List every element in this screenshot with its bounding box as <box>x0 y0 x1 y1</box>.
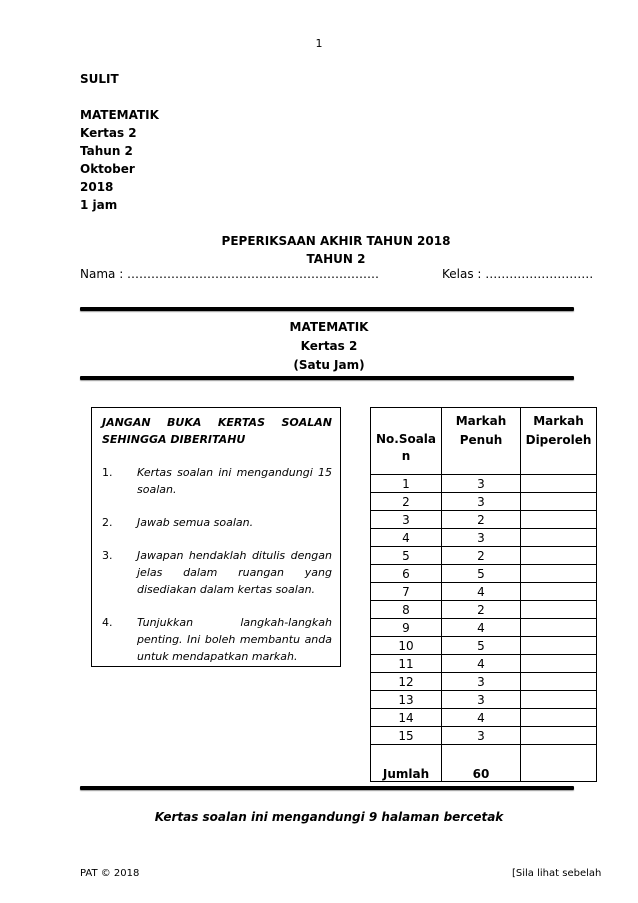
instruction-text: Jawapan hendaklah ditulis dengan jelas dalam ruangan yang disediakan dalam kertas soalan. <box>137 549 332 596</box>
table-row <box>371 727 597 745</box>
middle-divider <box>80 376 574 380</box>
footer-copyright: PAT © 2018 <box>80 868 140 879</box>
instruction-item <box>102 464 332 498</box>
header-question-number: No.Soala n <box>371 408 442 475</box>
footer-see-next-page: [Sila lihat sebelah <box>512 868 602 879</box>
table-row <box>371 601 597 619</box>
marks-table-total-row <box>371 745 597 782</box>
header-full-marks: Markah Penuh <box>442 408 521 475</box>
header-marks-obtained: Markah Diperoleh <box>521 408 597 475</box>
year-label: 2018 <box>80 180 114 194</box>
duration-label: 1 jam <box>80 198 118 212</box>
subject-block-paper: Kertas 2 <box>300 339 358 353</box>
instruction-number: 3. <box>102 549 113 562</box>
footer-note: Kertas soalan ini mengandungi 9 halaman bercetak <box>154 810 504 824</box>
table-row <box>371 583 597 601</box>
question-number-cell: 11 <box>371 655 442 673</box>
full-marks-cell: 4 <box>442 619 521 637</box>
instructions-heading-line2: SEHINGGA DIBERITAHU <box>102 433 246 446</box>
subject-block-subject: MATEMATIK <box>289 320 369 334</box>
heading-word: JANGAN <box>102 416 151 429</box>
marks-obtained-cell <box>521 655 597 673</box>
marks-obtained-cell <box>521 565 597 583</box>
subject-block-duration: (Satu Jam) <box>293 358 365 372</box>
table-row <box>371 637 597 655</box>
paper-label: Kertas 2 <box>80 126 137 140</box>
question-number-cell: 7 <box>371 583 442 601</box>
full-marks-cell: 2 <box>442 547 521 565</box>
marks-obtained-cell <box>521 547 597 565</box>
subject-block <box>0 318 638 375</box>
classification-label: SULIT <box>80 72 119 86</box>
instruction-text: Tunjukkan langkah-langkah penting. Ini boleh membantu anda untuk mendapatkan markah. <box>137 616 332 663</box>
exam-title <box>0 232 638 268</box>
instructions-box <box>91 407 341 667</box>
header-spacer <box>80 88 159 106</box>
instruction-number: 4. <box>102 616 113 629</box>
full-marks-cell: 4 <box>442 655 521 673</box>
full-marks-cell: 3 <box>442 691 521 709</box>
question-number-cell: 6 <box>371 565 442 583</box>
heading-word: BUKA <box>167 416 202 429</box>
full-marks-cell: 3 <box>442 727 521 745</box>
instruction-text: Jawab semua soalan. <box>137 516 254 529</box>
instruction-item <box>102 547 332 598</box>
marks-table-header-row <box>371 408 597 475</box>
question-number-cell: 5 <box>371 547 442 565</box>
instructions-heading-line1 <box>102 414 332 431</box>
question-number-cell: 15 <box>371 727 442 745</box>
question-number-cell: 9 <box>371 619 442 637</box>
marks-obtained-cell <box>521 727 597 745</box>
document-header <box>80 70 159 214</box>
class-field: Kelas : ……………………… <box>442 267 594 281</box>
table-row <box>371 691 597 709</box>
full-marks-cell: 2 <box>442 511 521 529</box>
marks-obtained-cell <box>521 691 597 709</box>
exam-title-line2: TAHUN 2 <box>306 252 366 266</box>
question-number-cell: 12 <box>371 673 442 691</box>
question-number-cell: 4 <box>371 529 442 547</box>
year-level-label: Tahun 2 <box>80 144 133 158</box>
table-row <box>371 709 597 727</box>
full-marks-cell: 5 <box>442 637 521 655</box>
marks-obtained-cell <box>521 619 597 637</box>
table-row <box>371 565 597 583</box>
instruction-item <box>102 514 332 531</box>
marks-obtained-cell <box>521 493 597 511</box>
question-number-cell: 1 <box>371 475 442 493</box>
full-marks-cell: 3 <box>442 475 521 493</box>
instruction-text: Kertas soalan ini mengandungi 15 soalan. <box>137 466 332 496</box>
table-row <box>371 619 597 637</box>
marks-obtained-cell <box>521 637 597 655</box>
marks-table <box>370 407 597 782</box>
total-obtained-cell <box>521 745 597 782</box>
question-number-cell: 8 <box>371 601 442 619</box>
question-number-cell: 13 <box>371 691 442 709</box>
full-marks-cell: 4 <box>442 583 521 601</box>
full-marks-cell: 3 <box>442 529 521 547</box>
instructions-list <box>102 464 332 665</box>
table-row <box>371 547 597 565</box>
table-row <box>371 511 597 529</box>
marks-obtained-cell <box>521 709 597 727</box>
marks-table-body <box>371 475 597 745</box>
question-number-cell: 14 <box>371 709 442 727</box>
full-marks-cell: 5 <box>442 565 521 583</box>
marks-obtained-cell <box>521 601 597 619</box>
question-number-cell: 3 <box>371 511 442 529</box>
total-label: Jumlah <box>371 745 442 782</box>
marks-obtained-cell <box>521 475 597 493</box>
marks-obtained-cell <box>521 511 597 529</box>
table-row <box>371 529 597 547</box>
instructions-heading <box>102 414 332 448</box>
question-number-cell: 10 <box>371 637 442 655</box>
month-label: Oktober <box>80 162 135 176</box>
table-row <box>371 655 597 673</box>
top-divider <box>80 307 574 311</box>
full-marks-cell: 2 <box>442 601 521 619</box>
total-value: 60 <box>442 745 521 782</box>
table-row <box>371 493 597 511</box>
full-marks-cell: 3 <box>442 493 521 511</box>
exam-title-line1: PEPERIKSAAN AKHIR TAHUN 2018 <box>221 234 451 248</box>
page-number: 1 <box>315 37 323 50</box>
heading-word: KERTAS <box>217 416 265 429</box>
instruction-item <box>102 614 332 665</box>
marks-obtained-cell <box>521 673 597 691</box>
table-row <box>371 475 597 493</box>
instruction-number: 2. <box>102 516 113 529</box>
question-number-cell: 2 <box>371 493 442 511</box>
full-marks-cell: 4 <box>442 709 521 727</box>
name-field: Nama : ……………………………………………………… <box>80 267 380 281</box>
heading-word: SOALAN <box>281 416 332 429</box>
marks-obtained-cell <box>521 583 597 601</box>
table-row <box>371 673 597 691</box>
bottom-divider <box>80 786 574 790</box>
instruction-number: 1. <box>102 466 113 479</box>
full-marks-cell: 3 <box>442 673 521 691</box>
subject-label: MATEMATIK <box>80 108 159 122</box>
marks-obtained-cell <box>521 529 597 547</box>
